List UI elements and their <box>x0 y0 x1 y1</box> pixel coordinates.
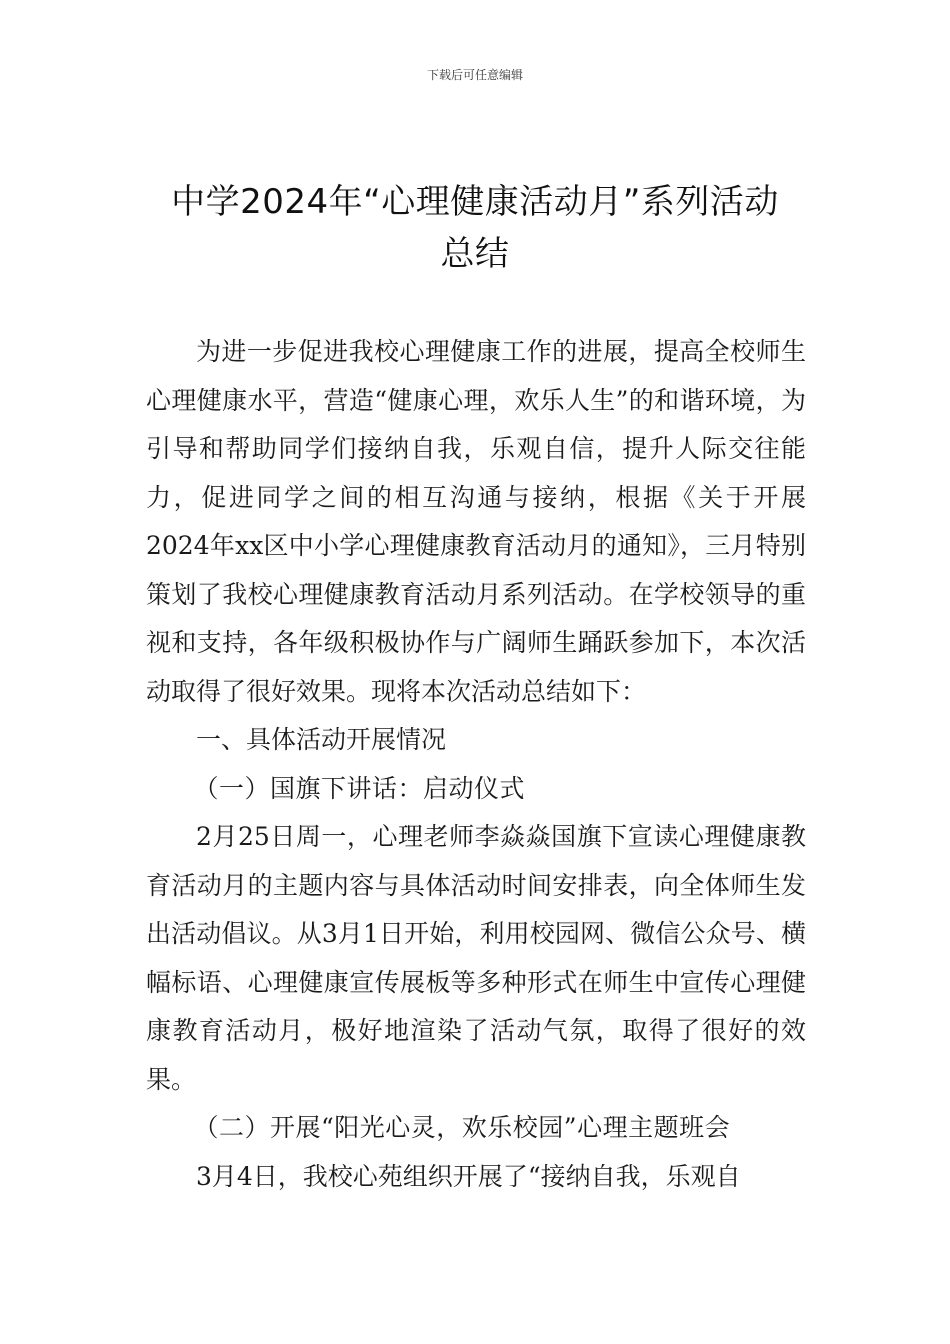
intro-paragraph: 为进一步促进我校心理健康工作的进展，提高全校师生心理健康水平，营造“健康心理，欢乐人生”的和谐环境，为引导和帮助同学们接纳自我，乐观自信，提升人际交往能力，促进同学之间的相互沟通与接纳，根据《关于开展2024年xx区中小学心理健康教育活动月的通知》，三月特别策划了我校心理健康教育活动月系列活动。在学校领导的重视和支持，各年级积极协作与广阔师生踊跃参加下，本次活动取得了很好效果。现将本次活动总结如下： <box>146 337 806 706</box>
subsection-heading-1: （一）国旗下讲话：启动仪式 <box>193 773 526 803</box>
title-line-1: 中学2024年“心理健康活动月”系列活动 <box>171 182 779 222</box>
document-body <box>146 328 806 1201</box>
subsection-body-2: 3月4日，我校心苑组织开展了“接纳自我，乐观自 <box>196 1161 741 1191</box>
header-note: 下载后可任意编辑 <box>426 68 523 82</box>
section-heading-1: 一、具体活动开展情况 <box>196 725 447 754</box>
title-line-2: 总结 <box>440 234 510 274</box>
subsection-heading-2: （二）开展“阳光心灵，欢乐校园”心理主题班会 <box>193 1113 731 1142</box>
document-title <box>100 176 850 280</box>
subsection-body-1: 2月25日周一，心理老师李焱焱国旗下宣读心理健康教育活动月的主题内容与具体活动时间安排表，向全体师生发出活动倡议。从3月1日开始，利用校园网、微信公众号、横幅标语、心理健康宣传展板等多种形式在师生中宣传心理健康教育活动月，极好地渲染了活动气氛，取得了很好的效果。 <box>146 822 806 1094</box>
